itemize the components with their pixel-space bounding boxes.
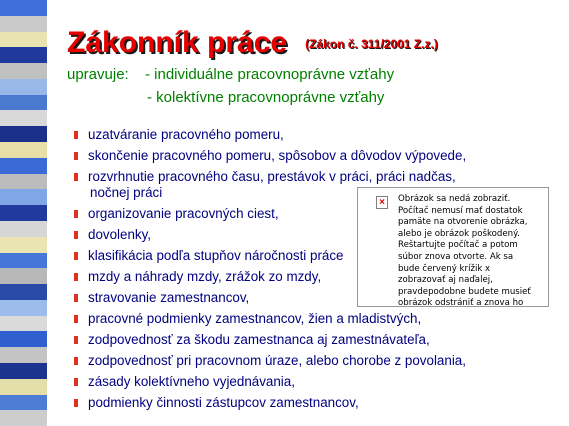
list-item-text: podmienky činnosti zástupcov zamestnancov, xyxy=(88,395,359,410)
law-reference: (Zákon č. 311/2001 Z.z.) xyxy=(305,37,438,51)
list-item-text-continued: nočnej práci xyxy=(90,185,163,200)
broken-image-x-icon: × xyxy=(376,196,388,209)
decorative-square xyxy=(0,379,47,395)
list-item-text: skončenie pracovného pomeru, spôsobov a dôvodov výpovede, xyxy=(88,148,467,163)
list-item-text: organizovanie pracovných ciest, xyxy=(88,206,279,221)
decorative-square xyxy=(0,221,47,237)
list-item xyxy=(74,395,466,411)
bullet-marker xyxy=(74,152,78,160)
bullet-marker xyxy=(74,131,78,139)
list-item xyxy=(74,127,466,143)
bullet-marker xyxy=(74,336,78,344)
regulates-item-individual: - individuálne pracovnoprávne vzťahy xyxy=(145,66,395,83)
list-item xyxy=(74,374,466,390)
list-item-text: klasifikácia podľa stupňov náročnosti práce xyxy=(88,248,344,263)
decorative-square xyxy=(0,363,47,379)
decorative-square xyxy=(0,268,47,284)
broken-image-line: bude červený krížik x xyxy=(398,263,491,274)
decorative-square xyxy=(0,253,47,269)
broken-image-line: pamäte na otvorenie obrázka, xyxy=(398,217,528,228)
decorative-square xyxy=(0,95,47,111)
list-item xyxy=(74,148,466,164)
decorative-square xyxy=(0,126,47,142)
decorative-square xyxy=(0,16,47,32)
bullet-marker xyxy=(74,399,78,407)
decorative-square xyxy=(0,395,47,411)
decorative-square xyxy=(0,300,47,316)
list-item-text: rozvrhnutie pracovného času, prestávok v práci, práci nadčas, xyxy=(88,169,456,184)
bullet-marker xyxy=(74,252,78,260)
broken-image-line: súbor znova otvorte. Ak sa xyxy=(398,251,514,262)
slide-title: Zákonník práce xyxy=(67,26,288,59)
list-item-text: uzatváranie pracovného pomeru, xyxy=(88,127,284,142)
list-item-text: zodpovednosť pri pracovnom úraze, alebo chorobe z povolania, xyxy=(88,353,466,368)
broken-image-line: pravdepodobne budete musieť xyxy=(398,286,531,297)
title-block xyxy=(67,26,438,60)
decorative-square xyxy=(0,237,47,253)
decorative-square xyxy=(0,174,47,190)
bullet-marker xyxy=(74,273,78,281)
decorative-square xyxy=(0,63,47,79)
decorative-square xyxy=(0,410,47,426)
decorative-square xyxy=(0,0,47,16)
list-item-text: zodpovednosť za škodu zamestnanca aj zamestnávateľa, xyxy=(88,332,430,347)
decorative-square xyxy=(0,110,47,126)
decorative-square xyxy=(0,284,47,300)
list-item-text: zásady kolektívneho vyjednávania, xyxy=(88,374,295,389)
bullet-marker xyxy=(74,173,78,181)
bullet-marker xyxy=(74,231,78,239)
list-item-text: dovolenky, xyxy=(88,227,152,242)
bullet-marker xyxy=(74,315,78,323)
list-item xyxy=(74,353,466,369)
bullet-marker xyxy=(74,294,78,302)
bullet-marker xyxy=(74,210,78,218)
decorative-square xyxy=(0,347,47,363)
broken-image-placeholder xyxy=(357,187,549,307)
list-item xyxy=(74,332,466,348)
broken-image-line: zobrazovať aj naďalej, xyxy=(398,275,493,286)
broken-image-message xyxy=(398,194,544,307)
regulates-label: upravuje: xyxy=(67,66,129,83)
decorative-square xyxy=(0,142,47,158)
decorative-square xyxy=(0,158,47,174)
list-item xyxy=(74,311,466,327)
broken-image-line: Obrázok sa nedá zobraziť. xyxy=(398,194,511,204)
decorative-square xyxy=(0,205,47,221)
regulates-item-collective: - kolektívne pracovnoprávne vzťahy xyxy=(147,89,385,106)
broken-image-line: Počítač nemusí mať dostatok xyxy=(398,205,523,216)
decorative-square xyxy=(0,79,47,95)
regulates-line-1 xyxy=(67,66,394,83)
broken-image-line: Reštartujte počítač a potom xyxy=(398,240,518,251)
decorative-square-strip xyxy=(0,0,47,426)
broken-image-line: alebo je obrázok poškodený. xyxy=(398,228,520,239)
bullet-marker xyxy=(74,357,78,365)
decorative-square xyxy=(0,331,47,347)
decorative-square xyxy=(0,316,47,332)
bullet-marker xyxy=(74,378,78,386)
broken-image-line: obrázok odstrániť a znova ho xyxy=(398,298,524,307)
list-item-text: stravovanie zamestnancov, xyxy=(88,290,250,305)
decorative-square xyxy=(0,47,47,63)
decorative-square xyxy=(0,189,47,205)
list-item-text: pracovné podmienky zamestnancov, žien a mladistvých, xyxy=(88,311,422,326)
list-item-text: mzdy a náhrady mzdy, zrážok zo mzdy, xyxy=(88,269,322,284)
regulates-line-2 xyxy=(147,89,384,106)
decorative-square xyxy=(0,32,47,48)
